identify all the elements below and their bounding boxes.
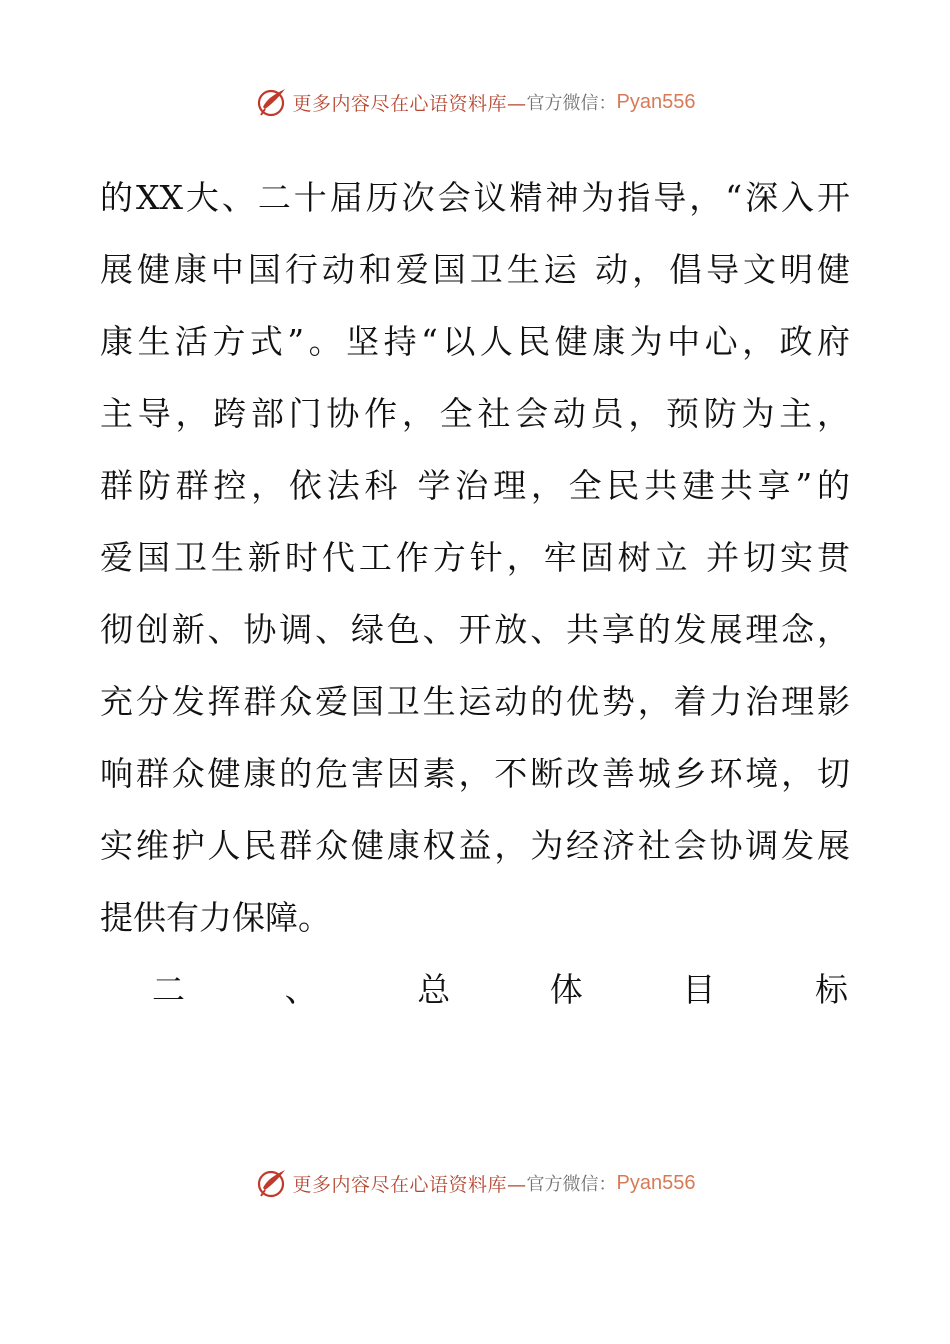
section-heading-char: 体 — [549, 970, 583, 1009]
footer-banner — [0, 1163, 950, 1203]
paragraph-line: 爱国卫生新时代工作方针，牢固树立 并切实贯 — [100, 538, 850, 577]
paragraph-line: 充分发挥群众爱国卫生运动的优势，着力治理影 — [100, 682, 850, 721]
section-heading — [100, 954, 850, 1026]
paragraph-line: 实维护人民群众健康权益，为经济社会协调发展 — [100, 826, 850, 865]
paragraph-line: 康生活方式”。坚持“以人民健康为中心，政府 — [100, 322, 850, 361]
header-wechat-label: 官方微信： — [526, 93, 617, 114]
paragraph-line: 彻创新、协调、绿色、开放、共享的发展理念， — [100, 610, 850, 649]
paragraph-line: 的XX大、二十届历次会议精神为指导，“深入开 — [100, 178, 850, 217]
footer-wechat-label: 官方微信： — [526, 1174, 617, 1195]
header-banner — [0, 82, 950, 122]
footer-banner-text: 更多内容尽在心语资料库— — [292, 1173, 527, 1196]
section-heading-char: 、 — [284, 970, 318, 1009]
quill-logo-icon — [255, 85, 289, 119]
paragraph-line: 响群众健康的危害因素，不断改善城乡环境，切 — [100, 754, 850, 793]
paragraph-line: 群防群控，依法科 学治理，全民共建共享”的 — [100, 466, 850, 505]
footer-wechat-id: Pyan556 — [616, 1171, 696, 1194]
section-heading-char: 标 — [814, 970, 848, 1009]
section-heading-char: 二 — [152, 970, 185, 1009]
section-heading-char: 目 — [682, 970, 716, 1009]
paragraph-line: 展健康中国行动和爱国卫生运 动，倡导文明健 — [100, 250, 850, 289]
quill-logo-icon — [255, 1166, 289, 1200]
header-banner-text: 更多内容尽在心语资料库— — [292, 92, 527, 115]
section-heading-char: 总 — [417, 970, 451, 1009]
document-body — [100, 162, 850, 1026]
paragraph-line: 提供有力保障。 — [100, 898, 331, 937]
paragraph-line: 主导，跨部门协作，全社会动员，预防为主， — [100, 394, 850, 433]
header-wechat-id: Pyan556 — [616, 90, 696, 113]
